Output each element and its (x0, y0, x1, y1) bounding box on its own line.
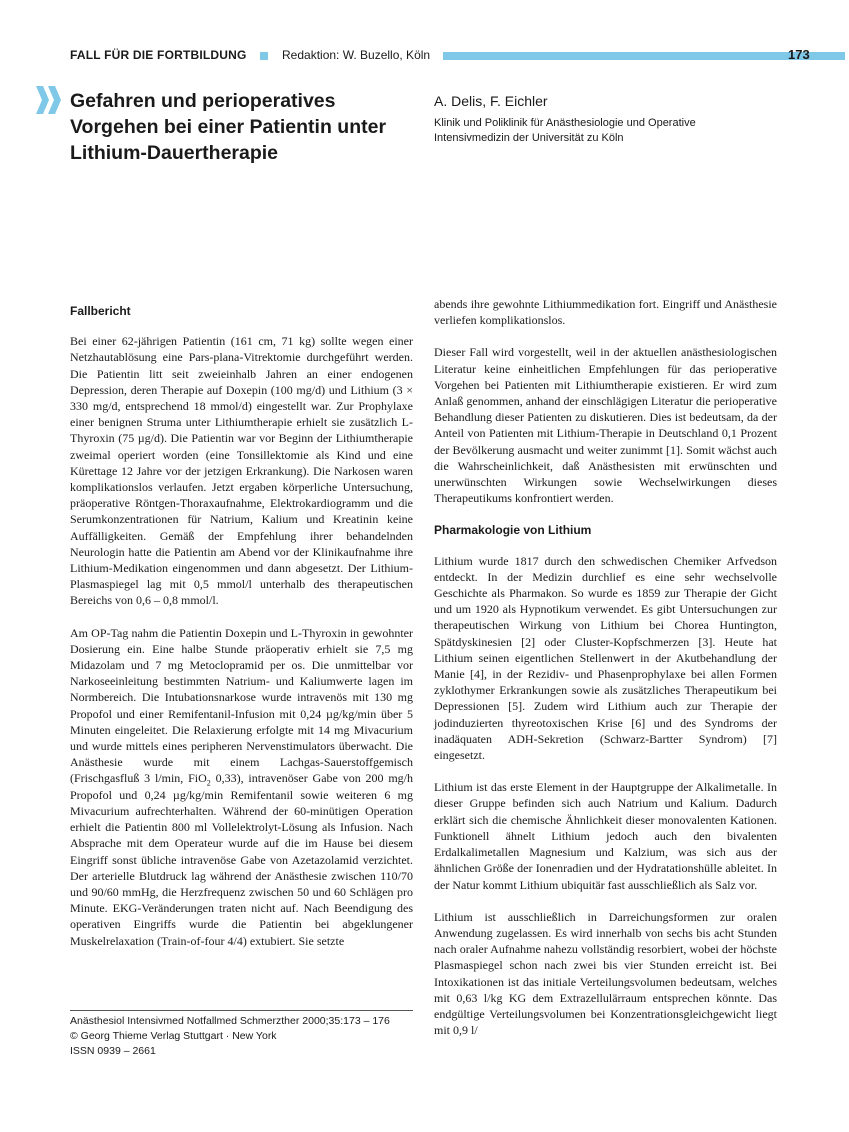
journal-citation: Anästhesiol Intensivmed Notfallmed Schmerzther 2000;35:173 – 176 (70, 1015, 390, 1027)
text-span: 0,33), intravenöser Gabe von 200 mg/h Propofol und 0,24 µg/kg/min Remifentanil sowie weiteren 6 mg Mivacurium aufrechterhalten. Während der 60-minütigen Operation erhielt die Patientin 800 ml Vollelektrolyt-Lösung als Infusion. Nach Absprache mit dem Operateur wurde auf die im Hause bei diesem Eingriff sonst übliche intravenöse Gabe von Azetazolamid verzichtet. Der arterielle Blutdruck lag während der Anästhesie zwischen 110/70 und 90/60 mmHg, die Herzfrequenz zwischen 50 und 60 Schlägen pro Minute. EKG-Veränderungen traten nicht auf. Nach Beendigung des operativen Eingriffs wurde die Patientin bei abgeklungener Muskelrelaxation (Train-of-four 4/4) extubiert. Sie setzte (70, 771, 413, 948)
page-number: 173 (788, 47, 810, 62)
paragraph: Lithium ist das erste Element in der Hauptgruppe der Alkalimetalle. In dieser Gruppe befinden sich auch Natrium und Kalium. Dadurch erklärt sich die chemische Ähnlichkeit dieser monovalenten Kationen. Funktionell ähnelt Lithium jedoch auch den bivalenten Erdalkalimetallen Magnesium und Kalzium, was sich aus der ähnlichen Größe der Ionenradien und der Hydratationshülle ableitet. In der Natur kommt Lithium ubiquitär fast ausschließlich als Salz vor. (434, 780, 777, 892)
article-title: Gefahren und perioperatives Vorgehen bei einer Patientin unter Lithium-Dauertherapie (70, 90, 387, 164)
double-chevron-icon (36, 86, 62, 114)
paragraph: Dieser Fall wird vorgestellt, weil in der aktuellen anästhesiologischen Literatur keine einheitlichen Empfehlungen für das perioperative Vorgehen bei Patienten mit Lithiumtherapie existieren. Er wird zum Anlaß genommen, anhand der einschlägigen Literatur die perioperative Behandlung dieser Patienten zu diskutieren. Dies ist bedeutsam, da der Anteil von Patienten mit Lithium-Therapie in Deutschland 0,1 Prozent der Bevölkerung ausmacht und weiter zunimmt [1]. Somit wächst auch die Wahrscheinlichkeit, daß Anästhesisten mit erwünschten und unerwünschten Wirkungen sowie Wechselwirkungen dieses Therapeutikums konfrontiert werden. (434, 345, 777, 506)
text-span: Am OP-Tag nahm die Patientin Doxepin und L-Thyroxin in gewohnter Dosierung ein. Eine halbe Stunde präoperativ erhielt sie 7,5 mg Midazolam und 7 mg Metoclopramid per os. Die unmittelbar vor Narkoseeinleitung bestimmten Natrium- und Kaliumwerte lagen im Normbereich. Die Intubationsnarkose wurde intravenös mit 130 mg Propofol und einer Remifentanil-Infusion mit 0,24 µg/kg/min über 5 Minuten eingeleitet. Die Relaxierung erfolgte mit 14 mg Mivacurium und wurde mittels eines peripheren Nervenstimulators überwacht. Die Anästhesie wurde mit einem Lachgas-Sauerstoffgemisch (Frischgasfluß 3 l/min, FiO (70, 625, 413, 786)
publisher-line: © Georg Thieme Verlag Stuttgart · New York (70, 1030, 277, 1042)
header-square-marker (260, 52, 268, 60)
issn-line: ISSN 0939 – 2661 (70, 1045, 156, 1057)
header-accent-bar (443, 52, 845, 60)
paragraph: abends ihre gewohnte Lithiummedikation fort. Eingriff und Anästhesie verliefen komplikationslos. (434, 297, 777, 328)
right-column (434, 296, 777, 1054)
paragraph: Bei einer 62-jährigen Patientin (161 cm, 71 kg) sollte wegen einer Netzhautablösung eine Pars-plana-Vitrektomie durchgeführt werden. Die Patientin litt seit zweieinhalb Jahren an einer endogenen Depression, deren Therapie auf Doxepin (100 mg/d) und Lithium (3 × 330 mg/d, entsprechend 18 mmol/d) eingestellt war. Zur Prophylaxe einer benignen Struma unter Lithiumtherapie erhielt sie zusätzlich L-Thyroxin (75 µg/d). Die Patientin war vor Beginn der Lithiumtherapie zweimal operiert worden (eine Tonsillektomie als Kind und eine Kürettage 12 Jahre vor der jetzigen Erkrankung). Die Narkosen waren komplikationslos verlaufen. Jetzt ergaben körperliche Untersuchung, präoperative Röntgen-Thoraxaufnahme, Elektrokardiogramm und die Serumkonzentrationen für Natrium, Kalium und Kreatinin keine Auffälligkeiten. Gemäß der Empfehlung ihrer behandelnden Neurologin hatte die Patientin am Abend vor der Klinikaufnahme ihre Lithium-Medikation eingenommen und dann abgesetzt. Der Lithium-Plasmaspiegel lag mit 0,5 mmol/l unterhalb des therapeutischen Bereichs von 0,6 – 0,8 mmol/l. (70, 334, 413, 608)
paragraph (70, 625, 413, 949)
section-heading-pharmakologie: Pharmakologie von Lithium (434, 523, 592, 538)
citation-footer (70, 1014, 413, 1059)
subscript: 2 (206, 778, 211, 788)
running-header (70, 46, 810, 66)
article-authors: A. Delis, F. Eichler (434, 93, 548, 109)
paragraph: Lithium wurde 1817 durch den schwedischen Chemiker Arfvedson entdeckt. In der Medizin durchlief es eine sehr wechselvolle Geschichte als Pharmakon. So wurde es 1859 zur Therapie der Gicht und um 1920 als Hypnotikum verwendet. Es gibt Untersuchungen zur therapeutischen Wirkung von Lithium bei Chorea Huntington, Spätdyskinesien [2] oder Cluster-Kopfschmerzen [3]. Heute hat Lithium seinen eigentlichen Stellenwert in der Akutbehandlung der Manie [4], in der Rezidiv- und Phasenprophylaxe bei allen Formen zyklothymer Erkrankungen sowie als zusätzliches Therapeutikum bei Depressionen [5]. Zudem wird Lithium auch zur Therapie der jodinduzierten thyreotoxischen Krise [6] und des Syndroms der inadäquaten ADH-Sekretion (Schwarz-Bartter Syndrom) [7] eingesetzt. (434, 553, 777, 763)
paragraph: Lithium ist ausschließlich in Darreichungsformen zur oralen Anwendung zugelassen. Es wird innerhalb von sechs bis acht Stunden nach oraler Aufnahme nahezu vollständig resorbiert, wobei der höchste Plasmaspiegel schon nach zwei bis vier Stunden erreicht ist. Bei Intoxikationen ist das initiale Verteilungsvolumen bedeutsam, welches mit 0,63 l/kg KG dem Extrazellulärraum entsprechen könnte. Das endgültige Verteilungsvolumen bei Konzentrationsgleichgewicht liegt mit 0,9 l/ (434, 909, 777, 1038)
section-heading-fallbericht: Fallbericht (70, 304, 131, 318)
section-label: FALL FÜR DIE FORTBILDUNG (70, 48, 247, 62)
left-column (70, 300, 413, 965)
author-affiliation: Klinik und Poliklinik für Anästhesiologie und Operative Intensivmedizin der Universität zu Köln (434, 117, 696, 144)
footer-rule (70, 1010, 413, 1011)
editor-label: Redaktion: W. Buzello, Köln (282, 48, 431, 62)
